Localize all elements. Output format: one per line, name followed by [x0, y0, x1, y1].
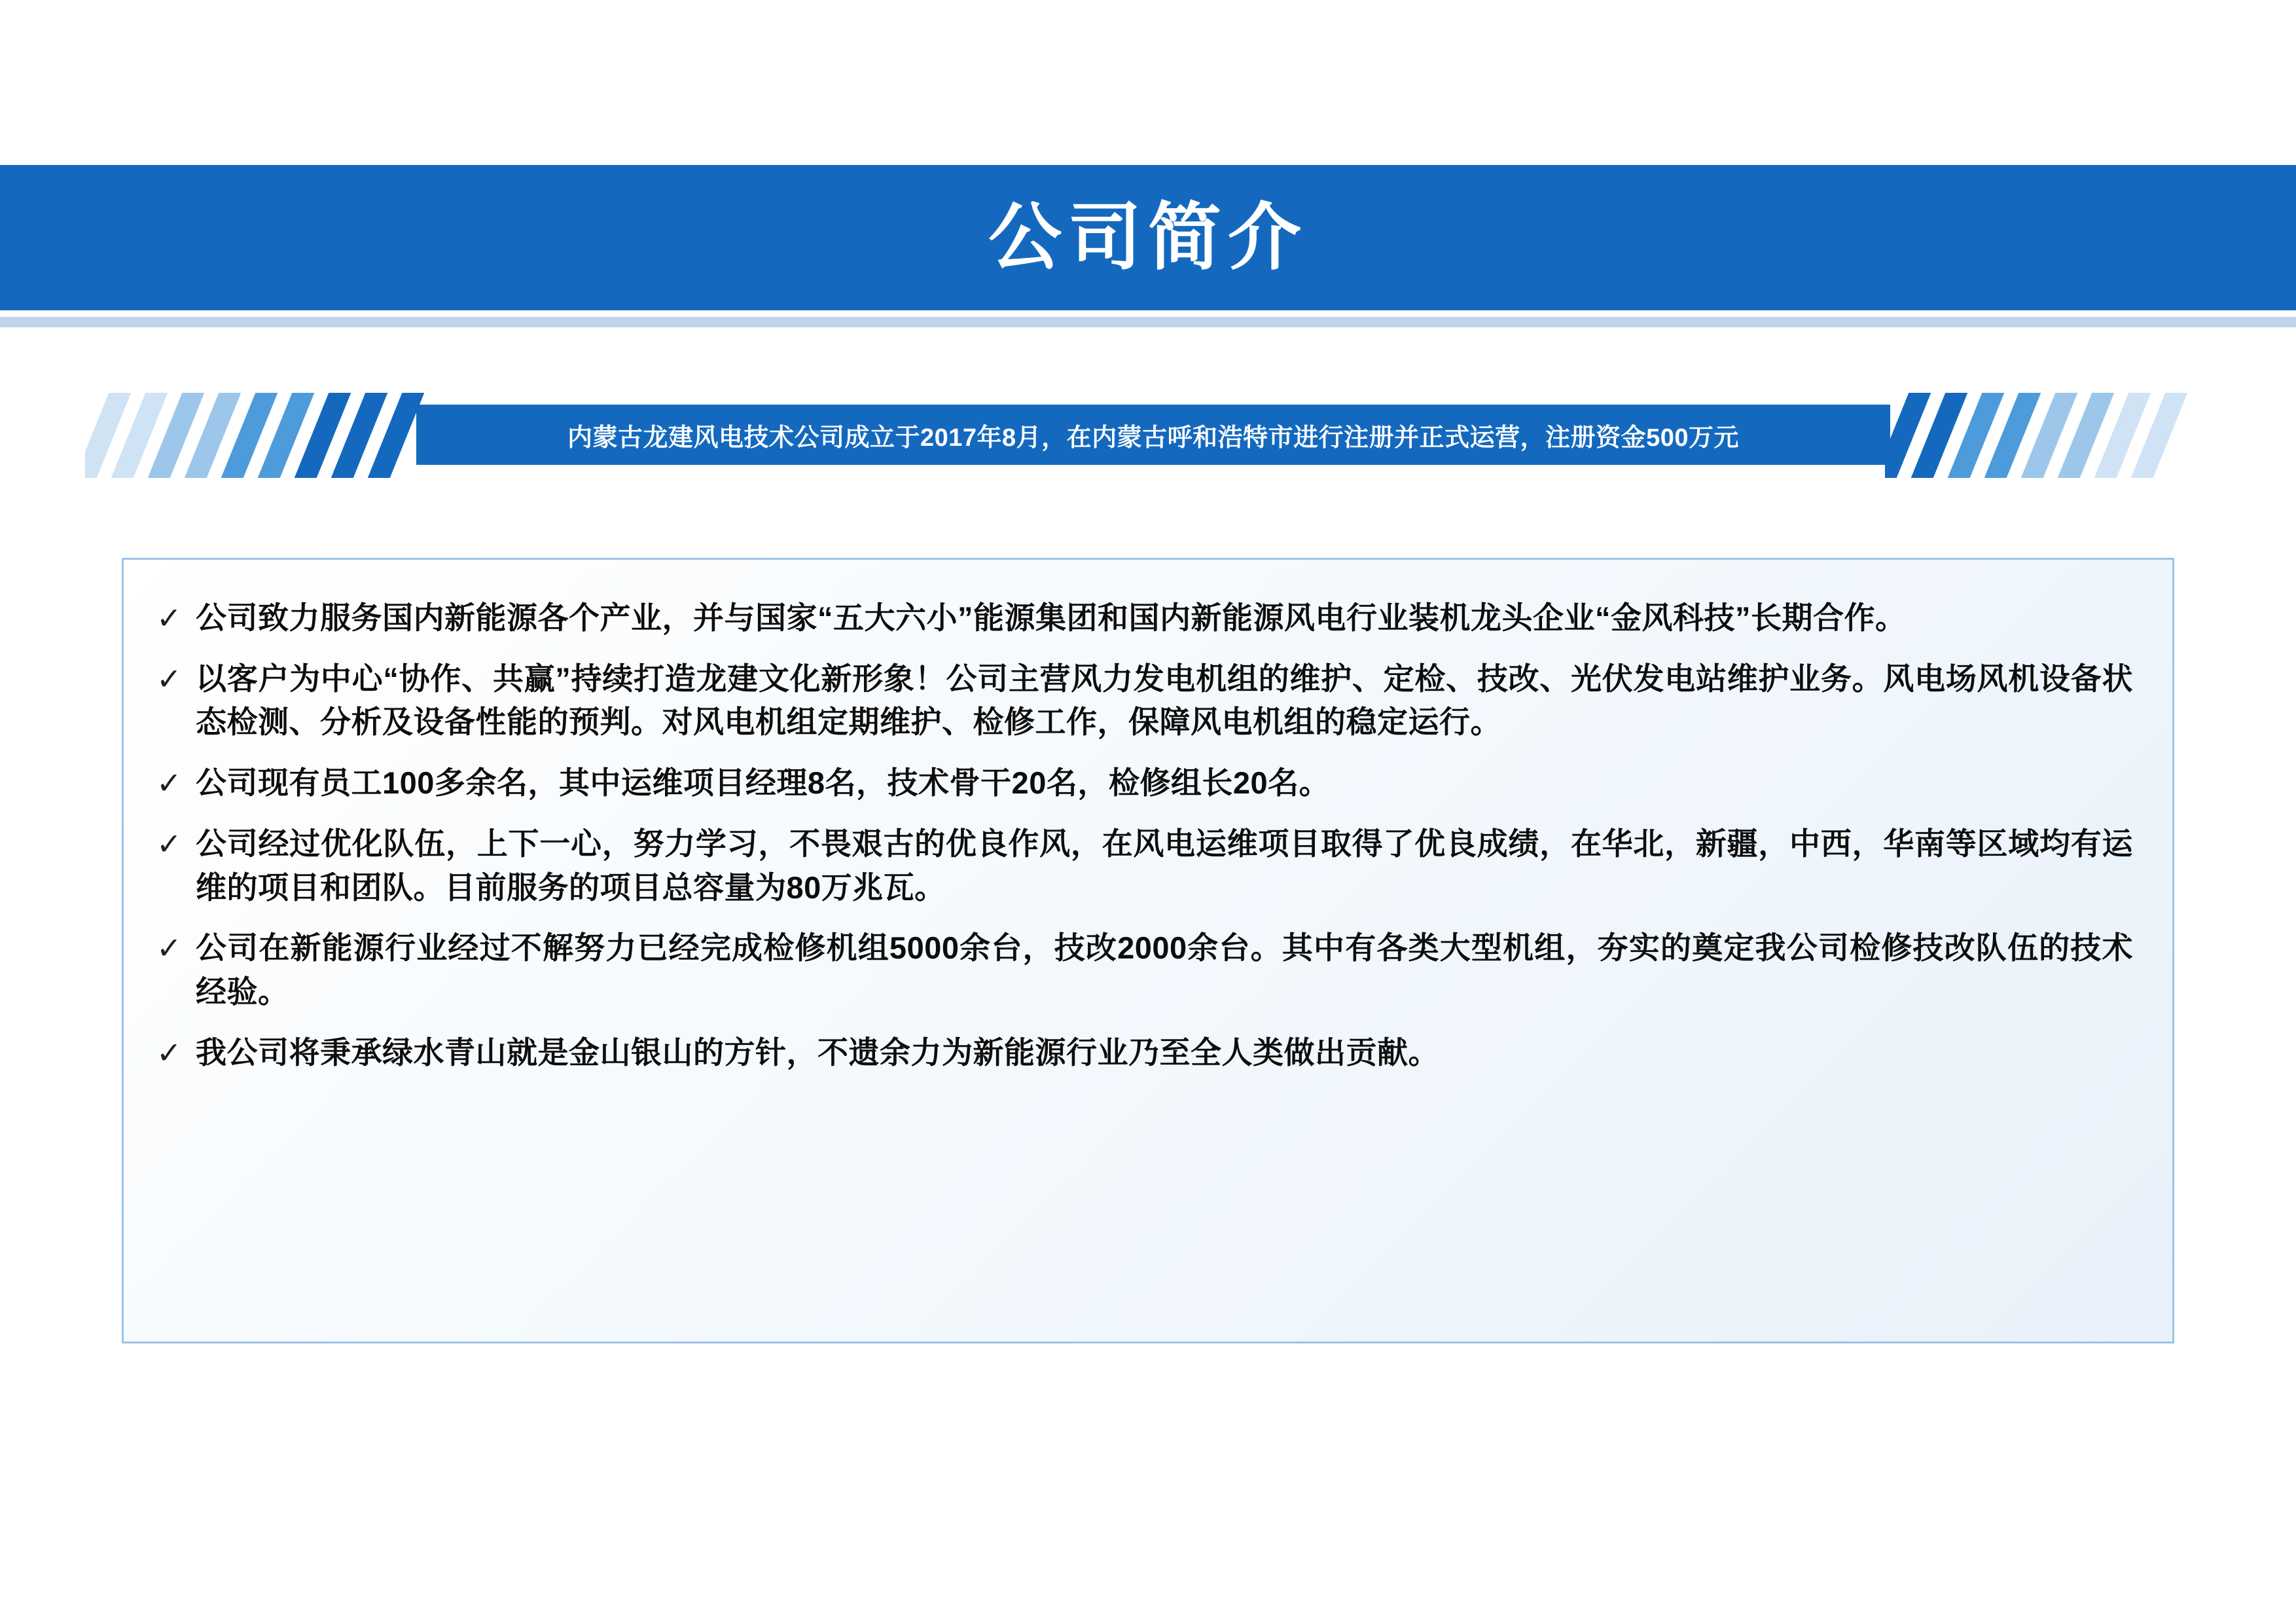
check-icon: ✓ [156, 826, 182, 861]
content-panel [122, 558, 2174, 1343]
list-item-text: 以客户为中心“协作、共赢”持续打造龙建文化新形象！公司主营风力发电机组的维护、定检、技改、光伏发电站维护业务。风电场风机设备状态检测、分析及设备性能的预判。对风电机组定期维护、检修工作，保障风电机组的稳定运行。 [196, 661, 2133, 740]
bullet-list [156, 596, 2133, 1075]
list-item [156, 596, 2133, 640]
check-icon: ✓ [156, 601, 182, 635]
list-item-text: 公司经过优化队伍，上下一心，努力学习，不畏艰古的优良作风，在风电运维项目取得了优良成绩，在华北，新疆，中西，华南等区域均有运维的项目和团队。目前服务的项目总容量为80万兆瓦。 [196, 826, 2133, 905]
list-item [156, 926, 2133, 1013]
list-item-text: 我公司将秉承绿水青山就是金山银山的方针，不遗余力为新能源行业乃至全人类做出贡献。 [196, 1034, 1439, 1070]
banner-row [0, 393, 2296, 478]
decorative-stripes-right [1885, 393, 2199, 478]
list-item [156, 822, 2133, 909]
list-item [156, 657, 2133, 744]
slide-title-band [0, 165, 2296, 310]
check-icon: ✓ [156, 931, 182, 966]
banner-text: 内蒙古龙建风电技术公司成立于2017年8月，在内蒙古呼和浩特市进行注册并正式运营，注册资金500万元 [567, 424, 1740, 452]
list-item [156, 1031, 2133, 1075]
decorative-stripes-left [85, 393, 425, 478]
list-item [156, 761, 2133, 805]
check-icon: ✓ [156, 766, 182, 801]
list-item-text: 公司致力服务国内新能源各个产业，并与国家“五大六小”能源集团和国内新能源风电行业装机龙头企业“金风科技”长期合作。 [196, 600, 1907, 635]
check-icon: ✓ [156, 661, 182, 696]
page-title: 公司简介 [988, 196, 1308, 278]
title-underline-divider [0, 317, 2296, 327]
banner-box [416, 405, 1890, 465]
list-item-text: 公司在新能源行业经过不解努力已经完成检修机组5000余台，技改2000余台。其中有各类大型机组，夯实的奠定我公司检修技改队伍的技术经验。 [196, 930, 2133, 1010]
check-icon: ✓ [156, 1035, 182, 1070]
list-item-text: 公司现有员工100多余名，其中运维项目经理8名，技术骨干20名，检修组长20名。 [196, 765, 1331, 801]
